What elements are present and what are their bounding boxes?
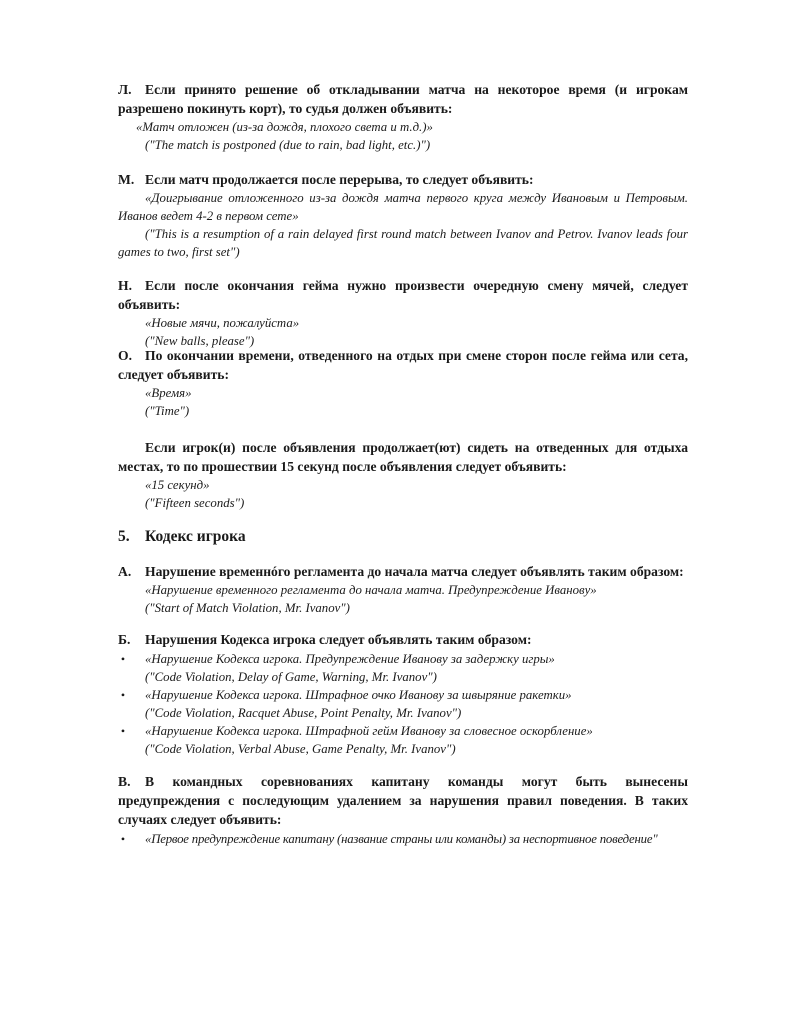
section-m	[118, 170, 688, 261]
code-a	[118, 562, 688, 617]
section-m-quote-ru: «Доигрывание отложенного из-за дождя матча первого круга между Ивановым и Петровым. Иванов ведет 4-2 в первом сете»	[118, 191, 688, 223]
section-l-heading	[118, 80, 688, 118]
chapter-title: Кодекс игрока	[145, 528, 246, 545]
code-b-item-3-en: ("Code Violation, Verbal Abuse, Game Penalty, Mr. Ivanov")	[145, 742, 456, 756]
section-o-extra-quote-en: ("Fifteen seconds")	[145, 496, 245, 510]
list-item	[118, 830, 688, 848]
section-l-quote-ru: «Матч отложен (из-за дождя, плохого света и т.д.)»	[136, 120, 433, 134]
code-a-heading	[118, 562, 688, 581]
section-l-text: Если принято решение об откладывании матча на некоторое время (и игрокам разрешено покинуть корт), то судья должен объявить:	[118, 82, 688, 116]
bullet-icon: •	[120, 724, 126, 738]
list-item	[118, 686, 688, 722]
bullet-icon: •	[120, 652, 126, 666]
code-b-heading	[118, 630, 688, 649]
code-v	[118, 772, 688, 848]
code-a-quote-en: ("Start of Match Violation, Mr. Ivanov")	[145, 601, 350, 615]
section-o-heading	[118, 346, 688, 384]
code-b-item-1-en: ("Code Violation, Delay of Game, Warning, Mr. Ivanov")	[145, 670, 437, 684]
chapter-heading	[118, 527, 688, 547]
bullet-icon: •	[120, 688, 126, 702]
section-o-extra-text: Если игрок(и) после объявления продолжает(ют) сидеть на отведенных для отдыха местах, то по прошествии 15 секунд после объявления следует объявить:	[118, 440, 688, 474]
section-m-heading	[118, 170, 688, 189]
section-o-quote-en: ("Time")	[145, 404, 190, 418]
code-v-text: В командных соревнованиях капитану команды могут быть вынесены предупреждения с последующим удалением за нарушения правил поведения. В таких случаях следует объявить:	[118, 774, 688, 827]
section-n-quote-ru: «Новые мячи, пожалуйста»	[145, 316, 300, 330]
code-v-item-ru: «Первое предупреждение капитану (название страны или команды) за неспортивное поведение"	[145, 832, 658, 846]
list-item	[118, 722, 688, 758]
code-b-label: Б.	[118, 632, 131, 647]
section-n-text: Если после окончания гейма нужно произвести очередную смену мячей, следует объявить:	[118, 278, 688, 312]
code-a-text: Нарушение временнóго регламента до начала матча следует объявлять таким образом:	[145, 564, 684, 579]
list-item	[118, 650, 688, 686]
section-l	[118, 80, 688, 154]
bullet-icon: •	[120, 832, 126, 846]
section-o-extra-quote-ru: «15 секунд»	[145, 478, 210, 492]
section-n-label: Н.	[118, 278, 132, 293]
chapter-number: 5.	[118, 528, 130, 545]
code-b-text: Нарушения Кодекса игрока следует объявлять таким образом:	[145, 632, 532, 647]
section-n-heading	[118, 276, 688, 314]
section-l-quote-en: ("The match is postponed (due to rain, bad light, etc.)")	[145, 138, 431, 152]
section-o-quote-ru: «Время»	[145, 386, 192, 400]
section-l-label: Л.	[118, 82, 132, 97]
code-v-label: В.	[118, 774, 131, 789]
section-m-label: М.	[118, 172, 135, 187]
section-n-quote-en: ("New balls, please")	[145, 334, 255, 348]
section-o-label: О.	[118, 348, 132, 363]
code-b	[118, 630, 688, 758]
section-m-text: Если матч продолжается после перерыва, то следует объявить:	[145, 172, 534, 187]
code-b-item-3-ru: «Нарушение Кодекса игрока. Штрафной гейм Иванову за словесное оскорбление»	[145, 724, 593, 738]
code-v-heading	[118, 772, 688, 829]
section-o	[118, 346, 688, 512]
section-n	[118, 276, 688, 350]
code-a-label: А.	[118, 564, 132, 579]
section-m-quote-en: ("This is a resumption of a rain delayed first round match between Ivanov and Petrov. Ivanov leads four games to two, first set")	[118, 227, 688, 259]
code-b-item-2-ru: «Нарушение Кодекса игрока. Штрафное очко Иванову за швыряние ракетки»	[145, 688, 572, 702]
code-a-quote-ru: «Нарушение временного регламента до начала матча. Предупреждение Иванову»	[145, 583, 597, 597]
code-b-item-1-ru: «Нарушение Кодекса игрока. Предупреждение Иванову за задержку игры»	[145, 652, 555, 666]
section-o-text: По окончании времени, отведенного на отдых при смене сторон после гейма или сета, следует объявить:	[118, 348, 688, 382]
code-b-item-2-en: ("Code Violation, Racquet Abuse, Point Penalty, Mr. Ivanov")	[145, 706, 462, 720]
